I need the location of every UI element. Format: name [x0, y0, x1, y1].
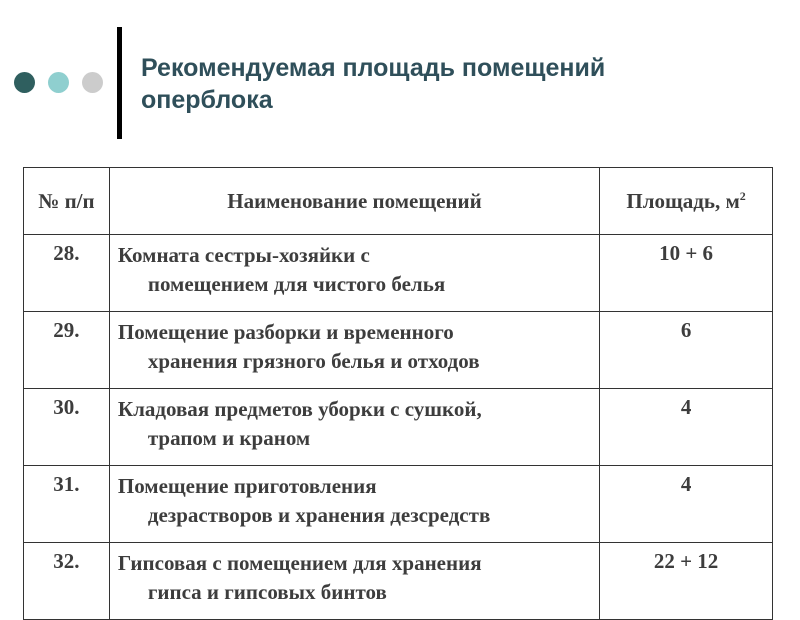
rooms-area-table	[23, 167, 773, 620]
row-number: 29.	[24, 312, 110, 389]
row-name	[109, 466, 599, 543]
title-divider-bar	[117, 27, 122, 139]
row-name-line-2: хранения грязного белья и отходов	[147, 349, 480, 373]
row-name	[109, 543, 599, 620]
decorative-dots	[14, 72, 104, 94]
row-name-line-2: трапом и краном	[147, 426, 311, 450]
row-name-line-2: дезрастворов и хранения дезсредств	[147, 503, 491, 527]
row-area: 22 + 12	[600, 543, 773, 620]
row-area: 4	[600, 466, 773, 543]
row-number: 32.	[24, 543, 110, 620]
row-area: 4	[600, 389, 773, 466]
row-name-line-2: помещением для чистого белья	[147, 272, 446, 296]
title-line-1: Рекомендуемая площадь помещений	[141, 54, 606, 82]
table-row	[24, 466, 773, 543]
table-header-row	[24, 168, 773, 235]
row-name-line-1: Помещение приготовления	[117, 474, 377, 498]
row-name-line-1: Кладовая предметов уборки с сушкой,	[117, 397, 482, 421]
row-name	[109, 312, 599, 389]
row-name	[109, 235, 599, 312]
table-row	[24, 543, 773, 620]
header-number: № п/п	[24, 168, 110, 235]
row-area: 10 + 6	[600, 235, 773, 312]
row-number: 31.	[24, 466, 110, 543]
title-line-2: оперблока	[141, 86, 273, 114]
row-name-line-1: Гипсовая с помещением для хранения	[117, 551, 482, 575]
header-area-label: Площадь, м	[626, 188, 740, 213]
row-area: 6	[600, 312, 773, 389]
header-area	[600, 168, 773, 235]
dot-light-teal	[48, 72, 69, 93]
row-name-line-1: Помещение разборки и временного	[117, 320, 454, 344]
dot-gray	[82, 72, 103, 93]
row-name-line-2: гипса и гипсовых бинтов	[147, 580, 387, 604]
row-name	[109, 389, 599, 466]
row-name-line-1: Комната сестры-хозяйки с	[117, 243, 370, 267]
slide-title	[141, 52, 781, 116]
header-name: Наименование помещений	[109, 168, 599, 235]
row-number: 28.	[24, 235, 110, 312]
table-row	[24, 389, 773, 466]
table-row	[24, 312, 773, 389]
header-area-unit-exponent: 2	[739, 188, 746, 203]
dot-dark-teal	[14, 72, 35, 93]
table-row	[24, 235, 773, 312]
row-number: 30.	[24, 389, 110, 466]
